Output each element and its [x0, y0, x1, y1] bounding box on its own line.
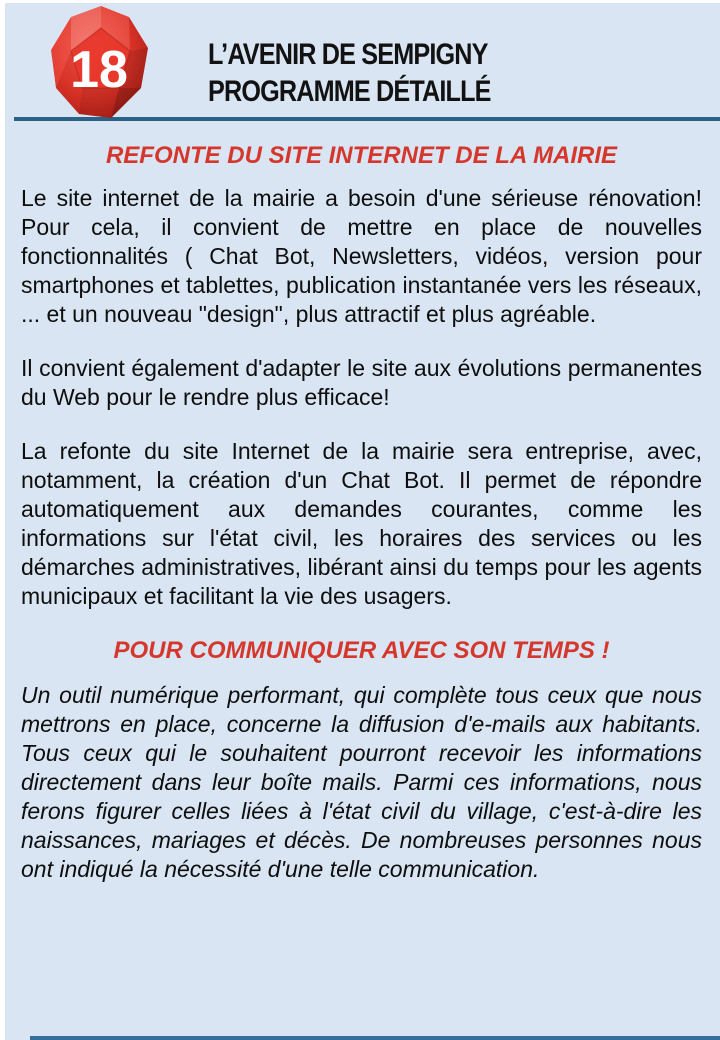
- title-line-1: L’AVENIR DE SEMPIGNY: [208, 38, 488, 71]
- page-content: [5, 141, 720, 884]
- badge-number: 18: [70, 41, 128, 99]
- section-heading-communiquer: POUR COMMUNIQUER AVEC SON TEMPS !: [113, 637, 610, 664]
- paragraph-chatbot: La refonte du site Internet de la mairie sera entreprise, avec, notamment, la création d'un Chat Bot. Il permet de répondre automatiquement aux demandes courantes, comme les informations sur l'état civil, les horaires des services ou les démarches administratives, libérant ainsi du temps pour les agents municipaux et facilitant la vie des usagers.: [21, 438, 702, 609]
- paragraph-renovation: Le site internet de la mairie a besoin d'une sérieuse rénovation! Pour cela, il convient de mettre en place de nouvelles fonctionnalités ( Chat Bot, Newsletters, vidéos, version pour smartphones et tablettes, publication instantanée vers les réseaux, ... et un nouveau "design", plus attractif et plus agréable.: [21, 185, 702, 327]
- number-gem-icon: [49, 4, 153, 122]
- paragraph-emails: Un outil numérique performant, qui complète tous ceux que nous mettrons en place, concerne la diffusion d'e-mails aux habitants. Tous ceux qui le souhaitent pourront recevoir les informations directement dans leur boîte mails. Parmi ces informations, nous ferons figurer celles liées à l'état civil du village, c'est-à-dire les naissances, mariages et décès. De nombreuses personnes nous ont indiqué la nécessité d'une telle communication.: [21, 682, 702, 882]
- bottom-bar: [30, 1036, 720, 1040]
- page-title: [208, 36, 491, 110]
- paragraph-adapter: Il convient également d'adapter le site aux évolutions permanentes du Web pour le rendre plus efficace!: [21, 355, 702, 410]
- section-heading-refonte: REFONTE DU SITE INTERNET DE LA MAIRIE: [105, 142, 618, 169]
- title-line-2: PROGRAMME DÉTAILLÉ: [208, 75, 491, 108]
- slide-panel: [5, 3, 720, 1040]
- page-header: [5, 3, 720, 117]
